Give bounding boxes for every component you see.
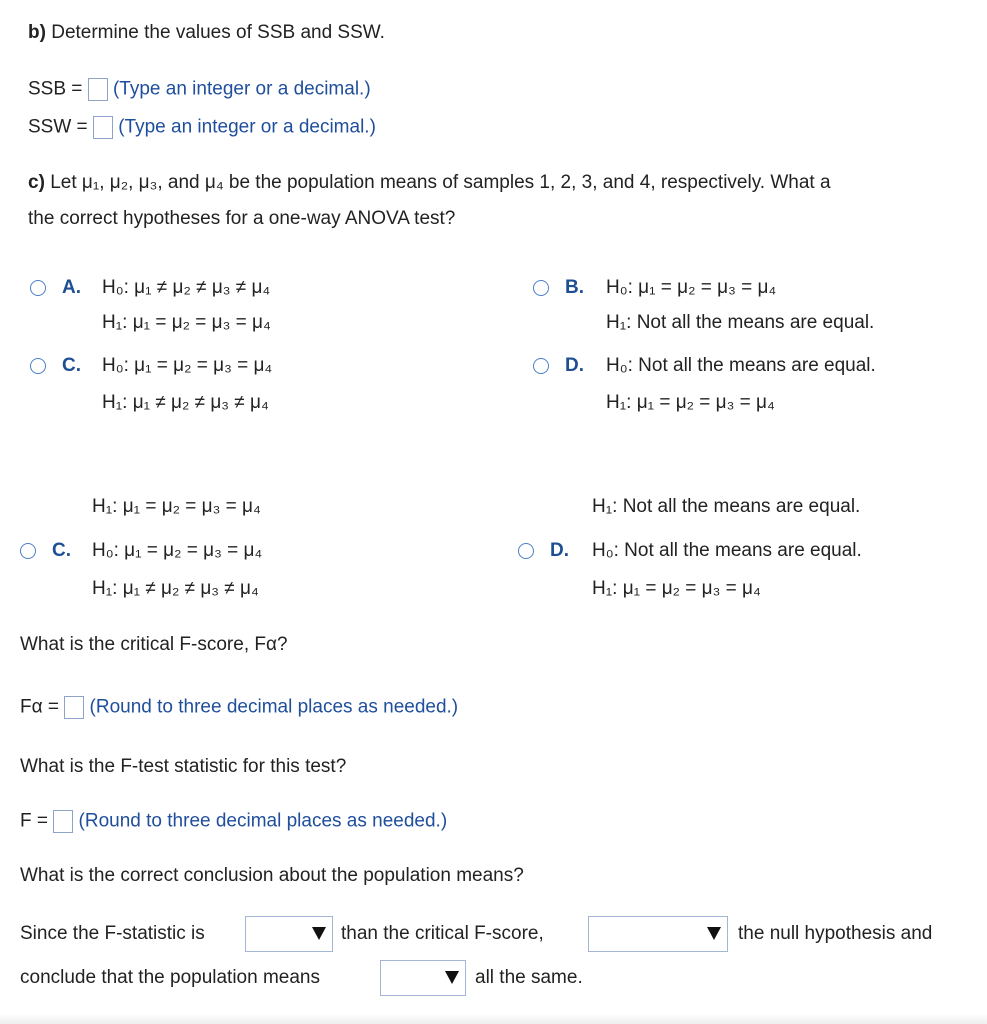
decision-select[interactable] — [588, 916, 728, 952]
option-d-radio[interactable] — [533, 358, 549, 374]
ssw-hint: (Type an integer or a decimal.) — [118, 116, 376, 138]
option-b-h1: H₁: Not all the means are equal. — [606, 312, 875, 333]
bottom-fade — [0, 1014, 987, 1024]
option-a-h1: H₁: μ₁ = μ₂ = μ₃ = μ₄ — [102, 312, 271, 333]
critical-f-label: Fα = — [20, 696, 59, 718]
f-statistic-row — [20, 810, 447, 833]
option-c-h0: H₀: μ₁ = μ₂ = μ₃ = μ₄ — [102, 355, 273, 376]
part-c-label: c) — [28, 172, 45, 193]
option-b-radio[interactable] — [533, 280, 549, 296]
comparison-select-arrow-icon — [312, 927, 326, 940]
option-b-letter: B. — [565, 277, 584, 298]
option-a-letter: A. — [62, 277, 81, 298]
option-a-radio[interactable] — [30, 280, 46, 296]
option-d-letter: D. — [565, 355, 584, 376]
ssw-label: SSW = — [28, 116, 88, 138]
option-d-letter-repeat: D. — [550, 540, 569, 561]
critical-f-question: What is the critical F-score, Fα? — [20, 634, 288, 655]
conclusion-part5: all the same. — [475, 967, 583, 988]
part-b-label: b) — [28, 22, 46, 43]
option-a-h1-repeat: H₁: μ₁ = μ₂ = μ₃ = μ₄ — [92, 496, 261, 517]
conclusion-part4: conclude that the population means — [20, 967, 320, 988]
conclusion-part3: the null hypothesis and — [738, 923, 933, 944]
ssw-input[interactable] — [93, 116, 113, 139]
option-d-radio-repeat[interactable] — [518, 543, 534, 559]
ssb-label: SSB = — [28, 78, 83, 100]
f-statistic-hint: (Round to three decimal places as needed.) — [78, 810, 448, 832]
part-b-heading — [28, 22, 385, 44]
option-c-h1: H₁: μ₁ ≠ μ₂ ≠ μ₃ ≠ μ₄ — [102, 392, 269, 413]
part-c-text1: Let μ₁, μ₂, μ₃, and μ₄ be the population means of samples 1, 2, 3, and 4, respectively. What a — [50, 172, 831, 193]
conclusion-question: What is the correct conclusion about the population means? — [20, 865, 524, 886]
ssb-row — [28, 78, 371, 101]
critical-f-input[interactable] — [64, 696, 84, 719]
option-d-h1-repeat: H₁: μ₁ = μ₂ = μ₃ = μ₄ — [592, 578, 761, 599]
option-c-h1-repeat: H₁: μ₁ ≠ μ₂ ≠ μ₃ ≠ μ₄ — [92, 578, 259, 599]
means-select-arrow-icon — [445, 971, 459, 984]
option-d-h1: H₁: μ₁ = μ₂ = μ₃ = μ₄ — [606, 392, 775, 413]
option-c-h0-repeat: H₀: μ₁ = μ₂ = μ₃ = μ₄ — [92, 540, 263, 561]
part-b-title: Determine the values of SSB and SSW. — [51, 22, 385, 43]
f-statistic-input[interactable] — [53, 810, 73, 833]
option-c-letter: C. — [62, 355, 81, 376]
option-d-h0-repeat: H₀: Not all the means are equal. — [592, 540, 862, 561]
option-b-h1-repeat: H₁: Not all the means are equal. — [592, 496, 861, 517]
part-c-question-line1 — [28, 172, 831, 194]
option-c-letter-repeat: C. — [52, 540, 71, 561]
conclusion-part1: Since the F-statistic is — [20, 923, 205, 944]
critical-f-row — [20, 696, 458, 719]
part-c-question-line2: the correct hypotheses for a one-way ANOVA test? — [28, 208, 456, 229]
option-b-h0: H₀: μ₁ = μ₂ = μ₃ = μ₄ — [606, 277, 777, 298]
option-c-radio-repeat[interactable] — [20, 543, 36, 559]
conclusion-part2: than the critical F-score, — [341, 923, 544, 944]
decision-select-arrow-icon — [707, 927, 721, 940]
ssb-input[interactable] — [88, 78, 108, 101]
option-c-radio[interactable] — [30, 358, 46, 374]
option-a-h0: H₀: μ₁ ≠ μ₂ ≠ μ₃ ≠ μ₄ — [102, 277, 271, 298]
ssw-row — [28, 116, 376, 139]
f-statistic-label: F = — [20, 810, 48, 832]
comparison-select[interactable] — [245, 916, 333, 952]
critical-f-hint: (Round to three decimal places as needed.) — [89, 696, 459, 718]
f-statistic-question: What is the F-test statistic for this test? — [20, 756, 347, 777]
option-d-h0: H₀: Not all the means are equal. — [606, 355, 876, 376]
ssb-hint: (Type an integer or a decimal.) — [112, 78, 371, 100]
means-select[interactable] — [380, 960, 466, 996]
